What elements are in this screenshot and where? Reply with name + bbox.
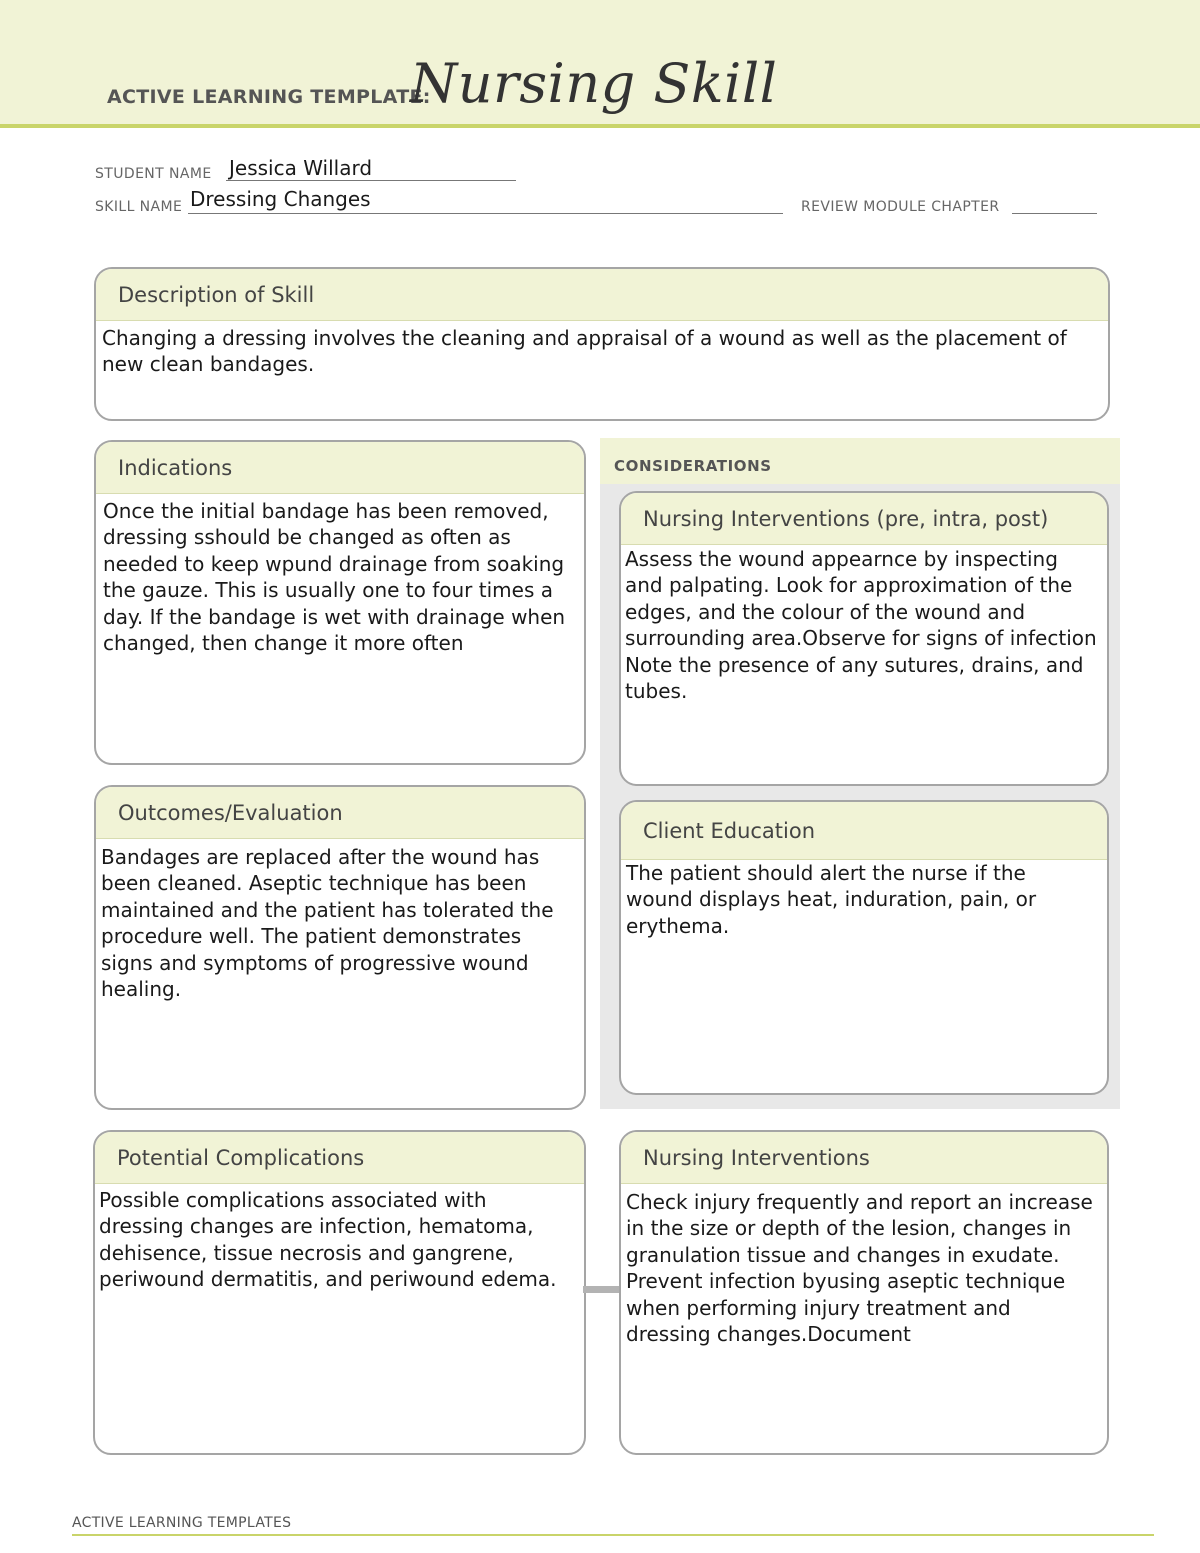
indications-title: Indications xyxy=(96,442,584,494)
page-title: Nursing Skill xyxy=(410,52,778,115)
student-name-line xyxy=(226,180,516,181)
complications-text[interactable]: Possible complications associated with dressing changes are infection, hematoma, dehisence, tissue necrosis and gangrene, periwound dermatitis, and periwound edema. xyxy=(99,1188,557,1292)
complications-box xyxy=(93,1130,586,1455)
nursing-interventions-pre-box xyxy=(619,491,1109,786)
description-text[interactable]: Changing a dressing involves the cleaning and appraisal of a wound as well as the placement of new clean bandages. xyxy=(102,326,1067,377)
nursing-interventions-title: Nursing Interventions xyxy=(621,1132,1107,1184)
nursing-interventions-pre-text[interactable]: Assess the wound appearnce by inspecting and palpating. Look for approximation of the edges, and the colour of the wound and surrounding area.Observe for signs of infection Note the presence of any sutures, drains, and tubes. xyxy=(625,547,1097,704)
outcomes-title: Outcomes/Evaluation xyxy=(96,787,584,839)
review-module-line[interactable] xyxy=(1012,213,1097,214)
client-education-box xyxy=(619,800,1109,1095)
nursing-interventions-box xyxy=(619,1130,1109,1455)
footer-label: ACTIVE LEARNING TEMPLATES xyxy=(72,1515,292,1531)
client-education-title: Client Education xyxy=(621,802,1107,860)
client-education-text[interactable]: The patient should alert the nurse if the wound displays heat, induration, pain, or erythema. xyxy=(626,861,1037,938)
indications-box xyxy=(94,440,586,765)
considerations-label: CONSIDERATIONS xyxy=(614,457,772,475)
description-box xyxy=(94,267,1110,421)
template-label: ACTIVE LEARNING TEMPLATE: xyxy=(107,86,431,108)
description-title: Description of Skill xyxy=(96,269,1108,321)
outcomes-box xyxy=(94,785,586,1110)
skill-name-label: SKILL NAME xyxy=(95,199,183,215)
connector-bar xyxy=(583,1286,620,1293)
skill-name-line xyxy=(188,213,783,214)
review-module-label: REVIEW MODULE CHAPTER xyxy=(801,199,1000,215)
footer-line xyxy=(72,1534,1154,1536)
student-name-value[interactable]: Jessica Willard xyxy=(229,156,373,180)
complications-title: Potential Complications xyxy=(95,1132,584,1184)
indications-text[interactable]: Once the initial bandage has been removed, dressing sshould be changed as often as needed to keep wpund drainage from soaking the gauze. This is usually one to four times a day. If the bandage is wet with drainage when changed, then change it more often xyxy=(103,499,566,656)
nursing-interventions-text[interactable]: Check injury frequently and report an increase in the size or depth of the lesion, changes in granulation tissue and changes in exudate. Prevent infection byusing aseptic technique when performing injury treatment and dressing changes.Document xyxy=(626,1190,1093,1347)
nursing-interventions-pre-title: Nursing Interventions (pre, intra, post) xyxy=(621,493,1107,545)
student-name-label: STUDENT NAME xyxy=(95,166,212,182)
skill-name-value[interactable]: Dressing Changes xyxy=(190,187,371,211)
outcomes-text[interactable]: Bandages are replaced after the wound has been cleaned. Aseptic technique has been maintained and the patient has tolerated the procedure well. The patient demonstrates signs and symptoms of progressive wound healing. xyxy=(101,845,554,1002)
